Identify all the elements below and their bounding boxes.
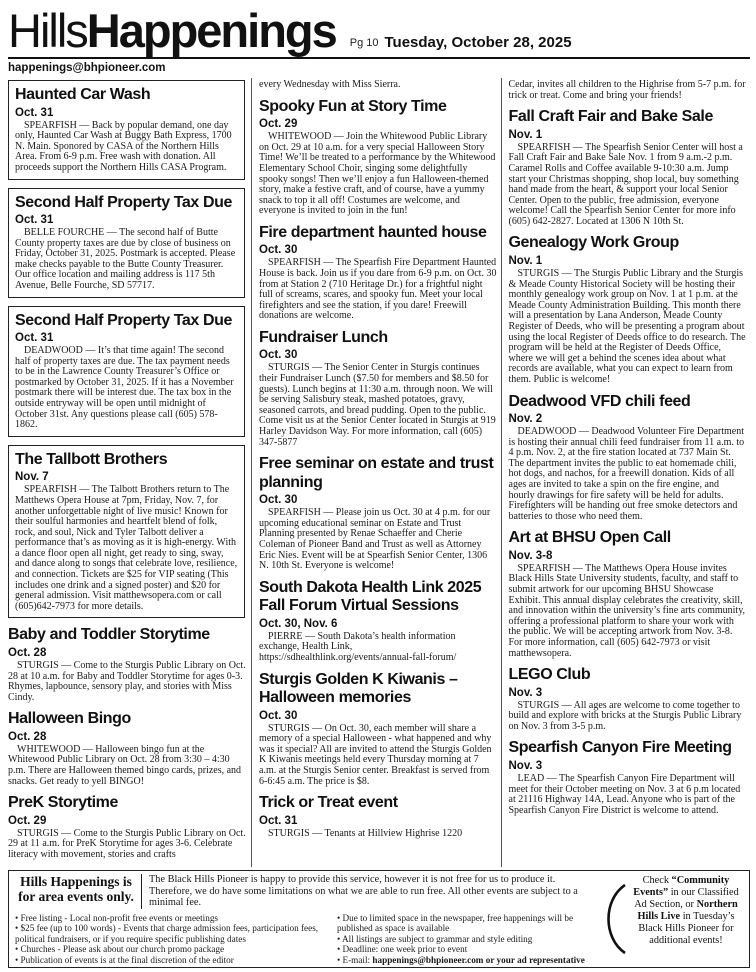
event-date: Oct. 30	[259, 349, 298, 362]
event-date: Nov. 3-8	[508, 549, 553, 562]
contact-email: happenings@bhpioneer.com	[8, 62, 166, 75]
footer-bullets	[15, 913, 597, 965]
footer-top-row	[15, 874, 597, 909]
event-date: Nov. 7	[15, 471, 49, 484]
event-title: Free seminar on estate and trust planning	[259, 455, 494, 491]
event-body: STURGIS — Come to the Sturgis Public Library on Oct. 28 at 10 a.m. for Baby and Toddler Storytime for ages 0-3. Rhymes, lapbounce, sensory play, and stories with Miss Cindy.	[8, 659, 246, 703]
event-date: Nov. 1	[508, 254, 543, 267]
event-title: Second Half Property Tax Due	[15, 311, 233, 329]
bold-text: happenings@bhpioneer.com or your ad representative	[372, 954, 585, 965]
event-section	[8, 710, 246, 787]
event-body: WHITEWOOD — Halloween bingo fun at the Whitewood Public Library on Oct. 28 from 3:30 – 4:30 p.m. There are Halloween themed bingo cards, prizes, and snacks. Get ready to yell BINGO!	[8, 743, 242, 787]
event-section	[8, 794, 246, 860]
event-body: DEADWOOD — It’s that time again! The second half of property taxes are due. The tax payment needs to be in the Lawrence County Treasurer’s Office or postmarked by October 31, 2025. If it has a November postmark there will be interest due. The tax box in the outside entryway will be open until midnight of October 31st. Any questions please call (605) 578-1862.	[15, 345, 234, 431]
footer-bullets-right	[337, 913, 597, 965]
event-body: STURGIS — Come to the Sturgis Public Library on Oct. 29 at 11 a.m. for PreK Storytime for ages 3-6. Celebrate literacy with movement, stories and crafts	[8, 827, 246, 860]
event-body: SPEARFISH — The Spearfish Senior Center will host a Fall Craft Fair and Bake Sale Nov. 1 from 9 a.m.-2 p.m. Caramel Rolls and Coffee available 9-10:30 a.m. Jump start your Christmas shopping, shop local, buy something hand made from the heart, & support your local Senior Center. Open to the public, free admission, everyone welcome! Call the Spearfish Senior Center for more info (605) 642-2827. Located at 1306 N 10th St.	[508, 141, 743, 227]
footer-main	[9, 871, 601, 967]
event-date: Oct. 31	[15, 332, 54, 345]
event-title: LEGO Club	[508, 666, 591, 684]
footer-bullet: • $25 fee (up to 100 words) - Events that charge admission fees, participation fees, political fundraisers, or if you require specific publishing dates	[15, 923, 319, 944]
event-section	[259, 579, 498, 664]
event-date: Oct. 30	[259, 244, 298, 257]
footer-title	[15, 874, 137, 909]
event-title: Second Half Property Tax Due	[15, 193, 233, 211]
event-body: SPEARFISH — The Matthews Opera House invites Black Hills State University students, faculty, and staff to submit artwork for our upcoming BHSU Showcase Exhibit. This annual display celebrates the creativity, skill, and innovation within the university’s fine arts community, offering a professional platform to share your work with the public. We will be accepting artwork from Nov. 3-8. For more information, call (605) 642-7973 or visit matthewsopera.	[508, 562, 746, 659]
event-date: Oct. 30	[259, 494, 298, 507]
event-body: PIERRE — South Dakota’s health information exchange, Health Link, https://sdhealthlink.org/events/annual-fall-forum/	[259, 630, 457, 663]
text-run: Deadline: one week prior to event	[342, 944, 468, 955]
event-title: Spooky Fun at Story Time	[259, 97, 447, 115]
event-title: Sturgis Golden K Kiwanis – Halloween memories	[259, 670, 458, 707]
event-body: SPEARFISH — The Spearfish Fire Department Haunted House is back. Join us if you dare from 6-9 p.m. on Oct. 30 from at Station 2 (710 Heritage Dr.) for a frightful night full of screams, scares, and spooky fun. Meet your local firefighters and see the station, if you dare! Freewill donations are welcome.	[259, 257, 497, 322]
event-title: Trick or Treat event	[259, 794, 398, 812]
event-date: Nov. 1	[508, 128, 543, 141]
event-date: Oct. 30, Nov. 6	[259, 617, 338, 630]
event-body: Cedar, invites all children to the Highrise from 5-7 p.m. for trick or treat. Come and bring your friends!	[508, 79, 746, 101]
footer-bullet: • Due to limited space in the newspaper, free happenings will be published as space is available	[337, 912, 574, 934]
event-title: The Tallbott Brothers	[15, 450, 168, 468]
event-body: WHITEWOOD — Join the Whitewood Public Library on Oct. 29 at 10 a.m. for a very special Halloween Story Time! We’ll be treated to a performance by the Whitewood Elementary School Choir, singing some delightfully spooky songs! Then we’ll enjoy a fun Halloween-themed story, make a festive craft, and of course, have a yummy snack to top it all off! Costumes are welcome, and everyone is invited to join in the fun!	[259, 131, 496, 217]
event-section	[8, 188, 245, 298]
event-date: Oct. 28	[8, 646, 47, 659]
event-continuation	[509, 80, 748, 101]
masthead-bold: Happenings	[86, 4, 336, 58]
footer-intro: The Black Hills Pioneer is happy to provide this service, however it is not free for us to produce it. Therefore, we do have some limitations on what we are able to run free. All other events are subject to a minimal fee.	[141, 874, 597, 909]
footer-bullet: • Publication of events is at the final discretion of the editor	[15, 954, 234, 965]
curve-divider-icon	[601, 871, 627, 967]
masthead	[8, 4, 336, 58]
footer-bullet: • E-mail: happenings@bhpioneer.com or your ad representative	[337, 954, 585, 965]
event-title: Fall Craft Fair and Bake Sale	[508, 108, 713, 126]
text-run: in Tuesday’s Black Hills Pioneer for additional events!	[638, 911, 735, 947]
text-run: All listings are subject to grammar and style editing	[342, 933, 533, 944]
issue-date: Tuesday, October 28, 2025	[384, 34, 572, 52]
event-date: Nov. 3	[508, 759, 543, 772]
event-date: Oct. 31	[259, 814, 298, 827]
event-body: LEAD — The Spearfish Canyon Fire Department will meet for their October meeting on Nov. 3 at 6 p.m located at 21116 Highway 14A, Lead. Anyone who is part of the Spearfish Canyon Fire District is welcome to attend.	[508, 772, 741, 816]
event-date: Nov. 3	[508, 686, 543, 699]
event-body: DEADWOOD — Deadwood Volunteer Fire Department is hosting their annual chili feed fundraiser from 11 a.m. to 4 p.m. Nov. 2, at the fire station located at 737 Main St. The department invites the public to eat homemade chili, hot dogs, and nachos, for a freewill donation. Kids of all ages are invited to take a spin on the fire engine, and hourly drawings for fire safety will be held for adults. Firefighters will be handing out free smoke detectors and batteries to those who need them.	[508, 426, 745, 522]
event-title: PreK Storytime	[8, 794, 118, 812]
footer-promo	[627, 871, 749, 967]
event-body: STURGIS — All ages are welcome to come together to build and explore with bricks at the Sturgis Public Library on Nov. 3 from 3-5 p.m.	[508, 699, 742, 732]
event-date: Oct. 28	[8, 730, 47, 743]
event-body: every Wednesday with Miss Sierra.	[259, 79, 401, 91]
event-section	[259, 455, 498, 572]
event-title: Baby and Toddler Storytime	[8, 626, 210, 644]
event-date: Oct. 30	[259, 709, 298, 722]
footer-bullet: • Deadline: one week prior to event	[337, 944, 468, 955]
bold-text: Northern Hills Live	[637, 899, 738, 923]
page-number: Pg 10	[349, 37, 379, 50]
event-body: BELLE FOURCHE — The second half of Butte County property taxes are due by close of business on Friday, October 31, 2025. Postmark is accepted. Please make checks payable to the Butte County Treasurer. Our office location and mailing address is 117 5th Avenue, Belle Fourche, SD 57717.	[15, 227, 236, 291]
event-body: STURGIS — The Sturgis Public Library and the Sturgis & Meade County Historical Society will be hosting their monthly genealogy work group on Nov. 1 at 1 p.m. at the Meade County Administration Building. This month there will a presentation by Lana Anderson, Meade County Register of Deeds, who will be presenting a program about using the local Register of Deeds office to do research. The program will be held at the Register of Deeds Office, where we will get a behind the scenes idea about what records are available, what you can expect to learn from them. Public is welcome!	[508, 267, 746, 385]
event-title: Deadwood VFD chili feed	[508, 392, 691, 410]
event-title: Fundraiser Lunch	[259, 328, 388, 346]
event-title: Art at BHSU Open Call	[508, 529, 671, 547]
masthead-light: Hills	[8, 4, 87, 58]
event-title: South Dakota Health Link 2025 Fall Forum Virtual Sessions	[259, 578, 482, 615]
text-run: Due to limited space in the newspaper, free happenings will be published as space is available	[337, 912, 574, 934]
content-columns	[8, 78, 750, 867]
event-section	[8, 80, 245, 179]
event-section	[259, 329, 498, 448]
event-title: Fire department haunted house	[259, 223, 487, 241]
footer-bullet: • Churches - Please ask about our church promo package	[15, 944, 225, 955]
footer-bullet: • All listings are subject to grammar and style editing	[337, 933, 533, 944]
event-date: Oct. 29	[8, 814, 47, 827]
text-run: E-mail:	[342, 954, 373, 965]
event-body: SPEARFISH — Back by popular demand, one day only, Haunted Car Wash at Buggy Bath Express, 1700 N. Main. Sponored by CASA of the Northern Hills Area. From 6-9 p.m. Free wash with donation. All proceeds support the Northern Hills CASA Program.	[15, 119, 232, 173]
event-section	[8, 306, 245, 437]
event-date: Oct. 31	[15, 106, 54, 119]
event-date: Nov. 2	[508, 413, 543, 425]
event-title: Spearfish Canyon Fire Meeting	[508, 739, 732, 757]
event-section	[509, 529, 748, 659]
footer-bullet: • Free listing - Local non-profit free events or meetings	[15, 912, 218, 923]
text-run: Check	[642, 875, 672, 887]
footer-box	[8, 870, 750, 968]
event-body: STURGIS — On Oct. 30, each member will share a memory of a special Halloween - what happened and why was it special? All are invited to attend the Sturgis Golden K Kiwanis meetings held every Thursday morning at 7 a.m. at the Sturgis Senior center. Breakfast is served from 6-6:45 a.m. The price is $8.	[259, 722, 492, 787]
column-1	[8, 78, 251, 867]
event-body: SPEARFISH — The Talbott Brothers return to The Matthews Opera House at 7pm, Friday, Nov. 7, for another unforgettable night of live music! Known for their soulful harmonies and heartfelt blend of folk, rock, and soul, Nick and Tyler Talbott deliver a performance that’s as moving as it is high-energy. With a dance floor open all night, get ready to sing, sway, and dance along to songs that celebrate love, resilience, and connection. Tickets are $25 for VIP seating (This includes one drink and a signed poster) and $20 for general admission. Visit matthewsopera.com or call (605)642-7973 for more details.	[15, 484, 238, 612]
event-body: STURGIS — Tenants at Hillview Highrise 1220	[268, 827, 463, 839]
event-date: Oct. 31	[15, 214, 54, 226]
event-date: Oct. 29	[259, 118, 298, 131]
footer-title-line2: for area events only.	[18, 888, 134, 904]
column-2	[251, 78, 501, 867]
event-section	[509, 108, 748, 227]
event-body: SPEARFISH — Please join us Oct. 30 at 4 p.m. for our upcoming educational seminar on Estate and Trust Planning presented by Renae Schaeffer and Cherie Coleman of Pioneer Band and Trust as well as Attorney Eric Nies. Event will be at Spearfish Senior Center, 1306 N. 10th St. Everyone is welcome!	[259, 507, 491, 572]
event-section	[259, 794, 498, 839]
event-section	[259, 224, 498, 322]
footer-title-line1: Hills Happenings is	[20, 874, 132, 890]
event-section	[259, 98, 498, 217]
event-title: Halloween Bingo	[8, 710, 131, 728]
bold-text: “Community Events”	[633, 875, 730, 899]
event-section	[509, 393, 748, 523]
text-run: in our Classified Ad Section, or	[634, 887, 739, 911]
column-3	[501, 78, 751, 867]
event-body: STURGIS — The Senior Center in Sturgis continues their Fundraiser Lunch ($7.50 for members and $8.50 for guests). Lunch begins at 11:30 a.m. through noon. We will be serving Salisbury steak, mashed potatoes, gravy, seasoned carrots, and bread pudding. Open to the public. Come visit us at the Senior Center located in Sturgis at 919 Harley Davidson Way. For more information, call (605) 347-5877	[259, 362, 496, 448]
event-title: Genealogy Work Group	[508, 234, 679, 252]
event-section	[509, 666, 748, 732]
event-section	[509, 234, 748, 385]
event-section	[259, 671, 498, 788]
footer-bullets-left	[15, 913, 337, 965]
event-title: Haunted Car Wash	[15, 86, 151, 104]
event-continuation	[259, 80, 498, 91]
event-section	[509, 739, 748, 816]
event-section	[8, 626, 246, 703]
event-section	[8, 445, 245, 619]
masthead-row	[8, 4, 750, 58]
